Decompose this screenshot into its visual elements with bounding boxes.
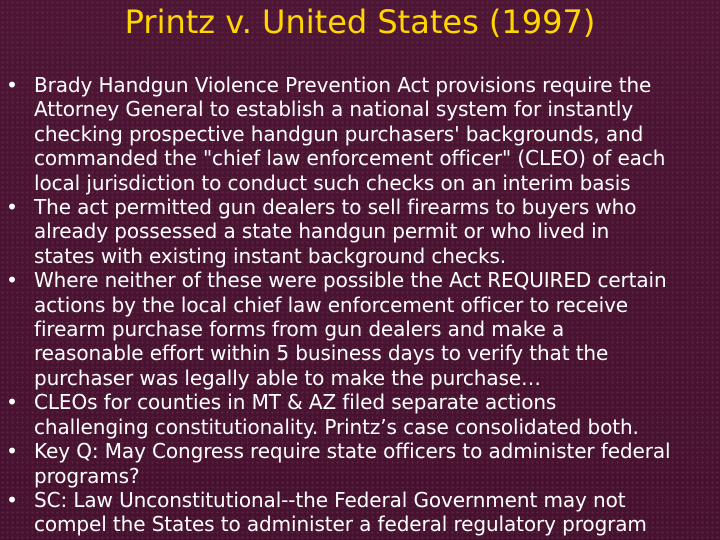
bullet-text: The act permitted gun dealers to sell firearms to buyers who already possessed a state handgun permit or who lived in states with existing instant background checks. bbox=[34, 195, 637, 268]
bullet-icon: • bbox=[6, 73, 18, 97]
bullet-icon: • bbox=[6, 390, 18, 415]
bullet-item bbox=[4, 73, 718, 195]
bullet-icon: • bbox=[6, 268, 18, 293]
slide-title: Printz v. United States (1997) bbox=[124, 3, 596, 41]
bullet-text: Where neither of these were possible the Act REQUIRED certain actions by the local chief law enforcement officer to receive firearm purchase forms from gun dealers and make a reasonable effort within 5 business days to verify that the purchaser was legally able to make the purchase… bbox=[34, 268, 667, 390]
bullet-list bbox=[4, 73, 718, 537]
bullet-text: SC: Law Unconstitutional--the Federal Government may not compel the States to administer a federal regulatory program bbox=[34, 487, 647, 537]
bullet-text: Brady Handgun Violence Prevention Act provisions require the Attorney General to establish a national system for instantly checking prospective handgun purchasers' backgrounds, and commanded the "chief law enforcement officer" (CLEO) of each local jurisdiction to conduct such checks on an interim basis bbox=[34, 73, 666, 195]
bullet-icon: • bbox=[6, 439, 18, 464]
bullet-item bbox=[4, 439, 718, 488]
bullet-item bbox=[4, 195, 718, 268]
bullet-item bbox=[4, 488, 718, 537]
bullet-icon: • bbox=[6, 195, 18, 220]
bullet-text: Key Q: May Congress require state officers to administer federal programs? bbox=[34, 439, 671, 488]
bullet-item bbox=[4, 268, 718, 390]
bullet-item bbox=[4, 390, 718, 439]
bullet-text: CLEOs for counties in MT & AZ filed separate actions challenging constitutionality. Printz’s case consolidated both. bbox=[34, 390, 639, 439]
bullet-icon: • bbox=[6, 487, 18, 512]
